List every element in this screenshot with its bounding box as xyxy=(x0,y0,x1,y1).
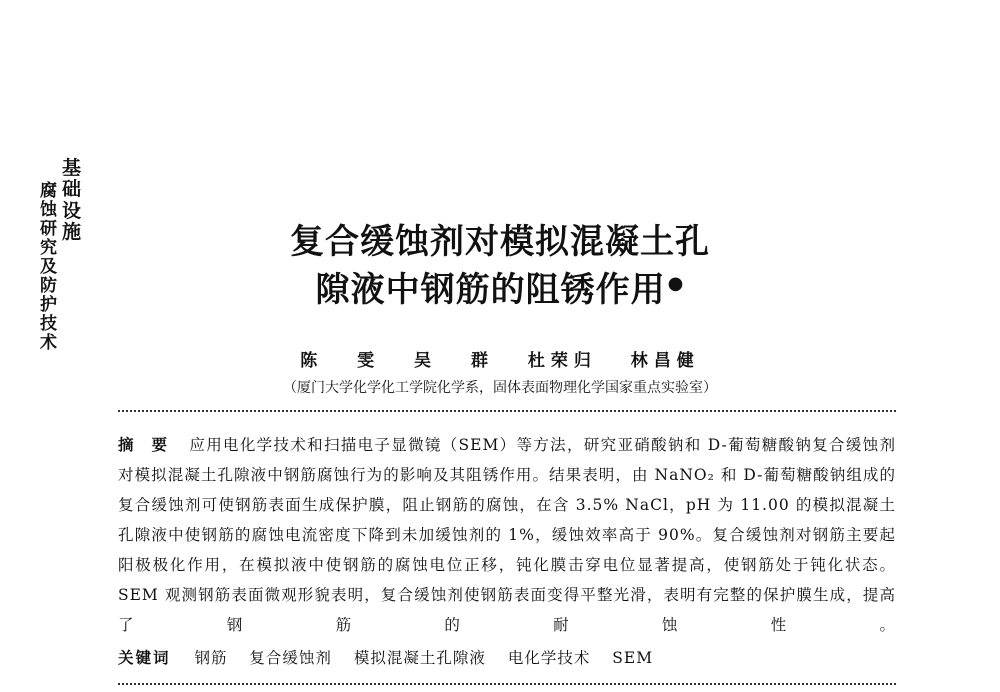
side-char: 施 xyxy=(62,220,82,243)
keywords-label: 关键词 xyxy=(118,648,171,667)
divider-top xyxy=(118,410,896,412)
side-char: 究 xyxy=(40,238,57,259)
keyword: 模拟混凝土孔隙液 xyxy=(353,649,486,667)
side-char: 设 xyxy=(62,199,82,222)
keyword: 复合缓蚀剂 xyxy=(249,649,332,667)
affiliation: （厦门大学化学化工学院化学系，固体表面物理化学国家重点实验室） xyxy=(283,380,717,396)
side-char: 腐 xyxy=(40,181,57,201)
title-line-2 xyxy=(0,262,1000,311)
side-char: 研 xyxy=(40,219,57,240)
keyword: 钢筋 xyxy=(194,649,228,667)
divider-bottom xyxy=(118,683,896,685)
side-char: 防 xyxy=(40,276,57,297)
authors: 陈 雯 吴 群 杜荣归 林昌健 xyxy=(300,351,700,371)
side-char: 技 xyxy=(40,314,57,335)
side-char: 蚀 xyxy=(40,200,57,221)
side-char: 护 xyxy=(40,295,57,316)
side-char: 及 xyxy=(40,257,57,278)
side-char: 基 xyxy=(62,157,82,179)
title-line-2-text: 隙液中钢筋的阻锈作用 xyxy=(315,270,666,310)
side-char: 术 xyxy=(40,333,57,354)
abstract-text: 应用电化学技术和扫描电子显微镜（SEM）等方法，研究亚硝酸钠和 D-葡萄糖酸钠复合缓蚀剂对模拟混凝土孔隙液中钢筋腐蚀行为的影响及其阻锈作用。结果表明，由 NaNO₂ 和 D-葡萄糖酸钠组成的复合缓蚀剂可使钢筋表面生成保护膜，阻止钢筋的腐蚀，在含 3.5% NaCl，pH 为 11.00 的模拟混凝土孔隙液中使钢筋的腐蚀电流密度下降到未加缓蚀剂的 1%，缓蚀效率高于 90%。复合缓蚀剂对钢筋主要起阳极极化作用，在模拟液中使钢筋的腐蚀电位正移，钝化膜击穿电位显著提高，使钢筋处于钝化状态。SEM 观测钢筋表面微观形貌表明，复合缓蚀剂使钢筋表面变得平整光滑，表明有完整的保护膜生成，提高了钢筋的耐蚀性。 xyxy=(118,436,896,634)
side-char: 础 xyxy=(62,178,82,201)
footnote-mark: ● xyxy=(667,272,685,294)
keyword: SEM xyxy=(612,649,654,667)
keywords xyxy=(118,646,669,668)
keyword: 电化学技术 xyxy=(507,649,591,667)
abstract-label: 摘 要 xyxy=(118,435,174,454)
title-line-1: 复合缓蚀剂对模拟混凝土孔 xyxy=(290,222,710,262)
abstract xyxy=(118,430,896,640)
